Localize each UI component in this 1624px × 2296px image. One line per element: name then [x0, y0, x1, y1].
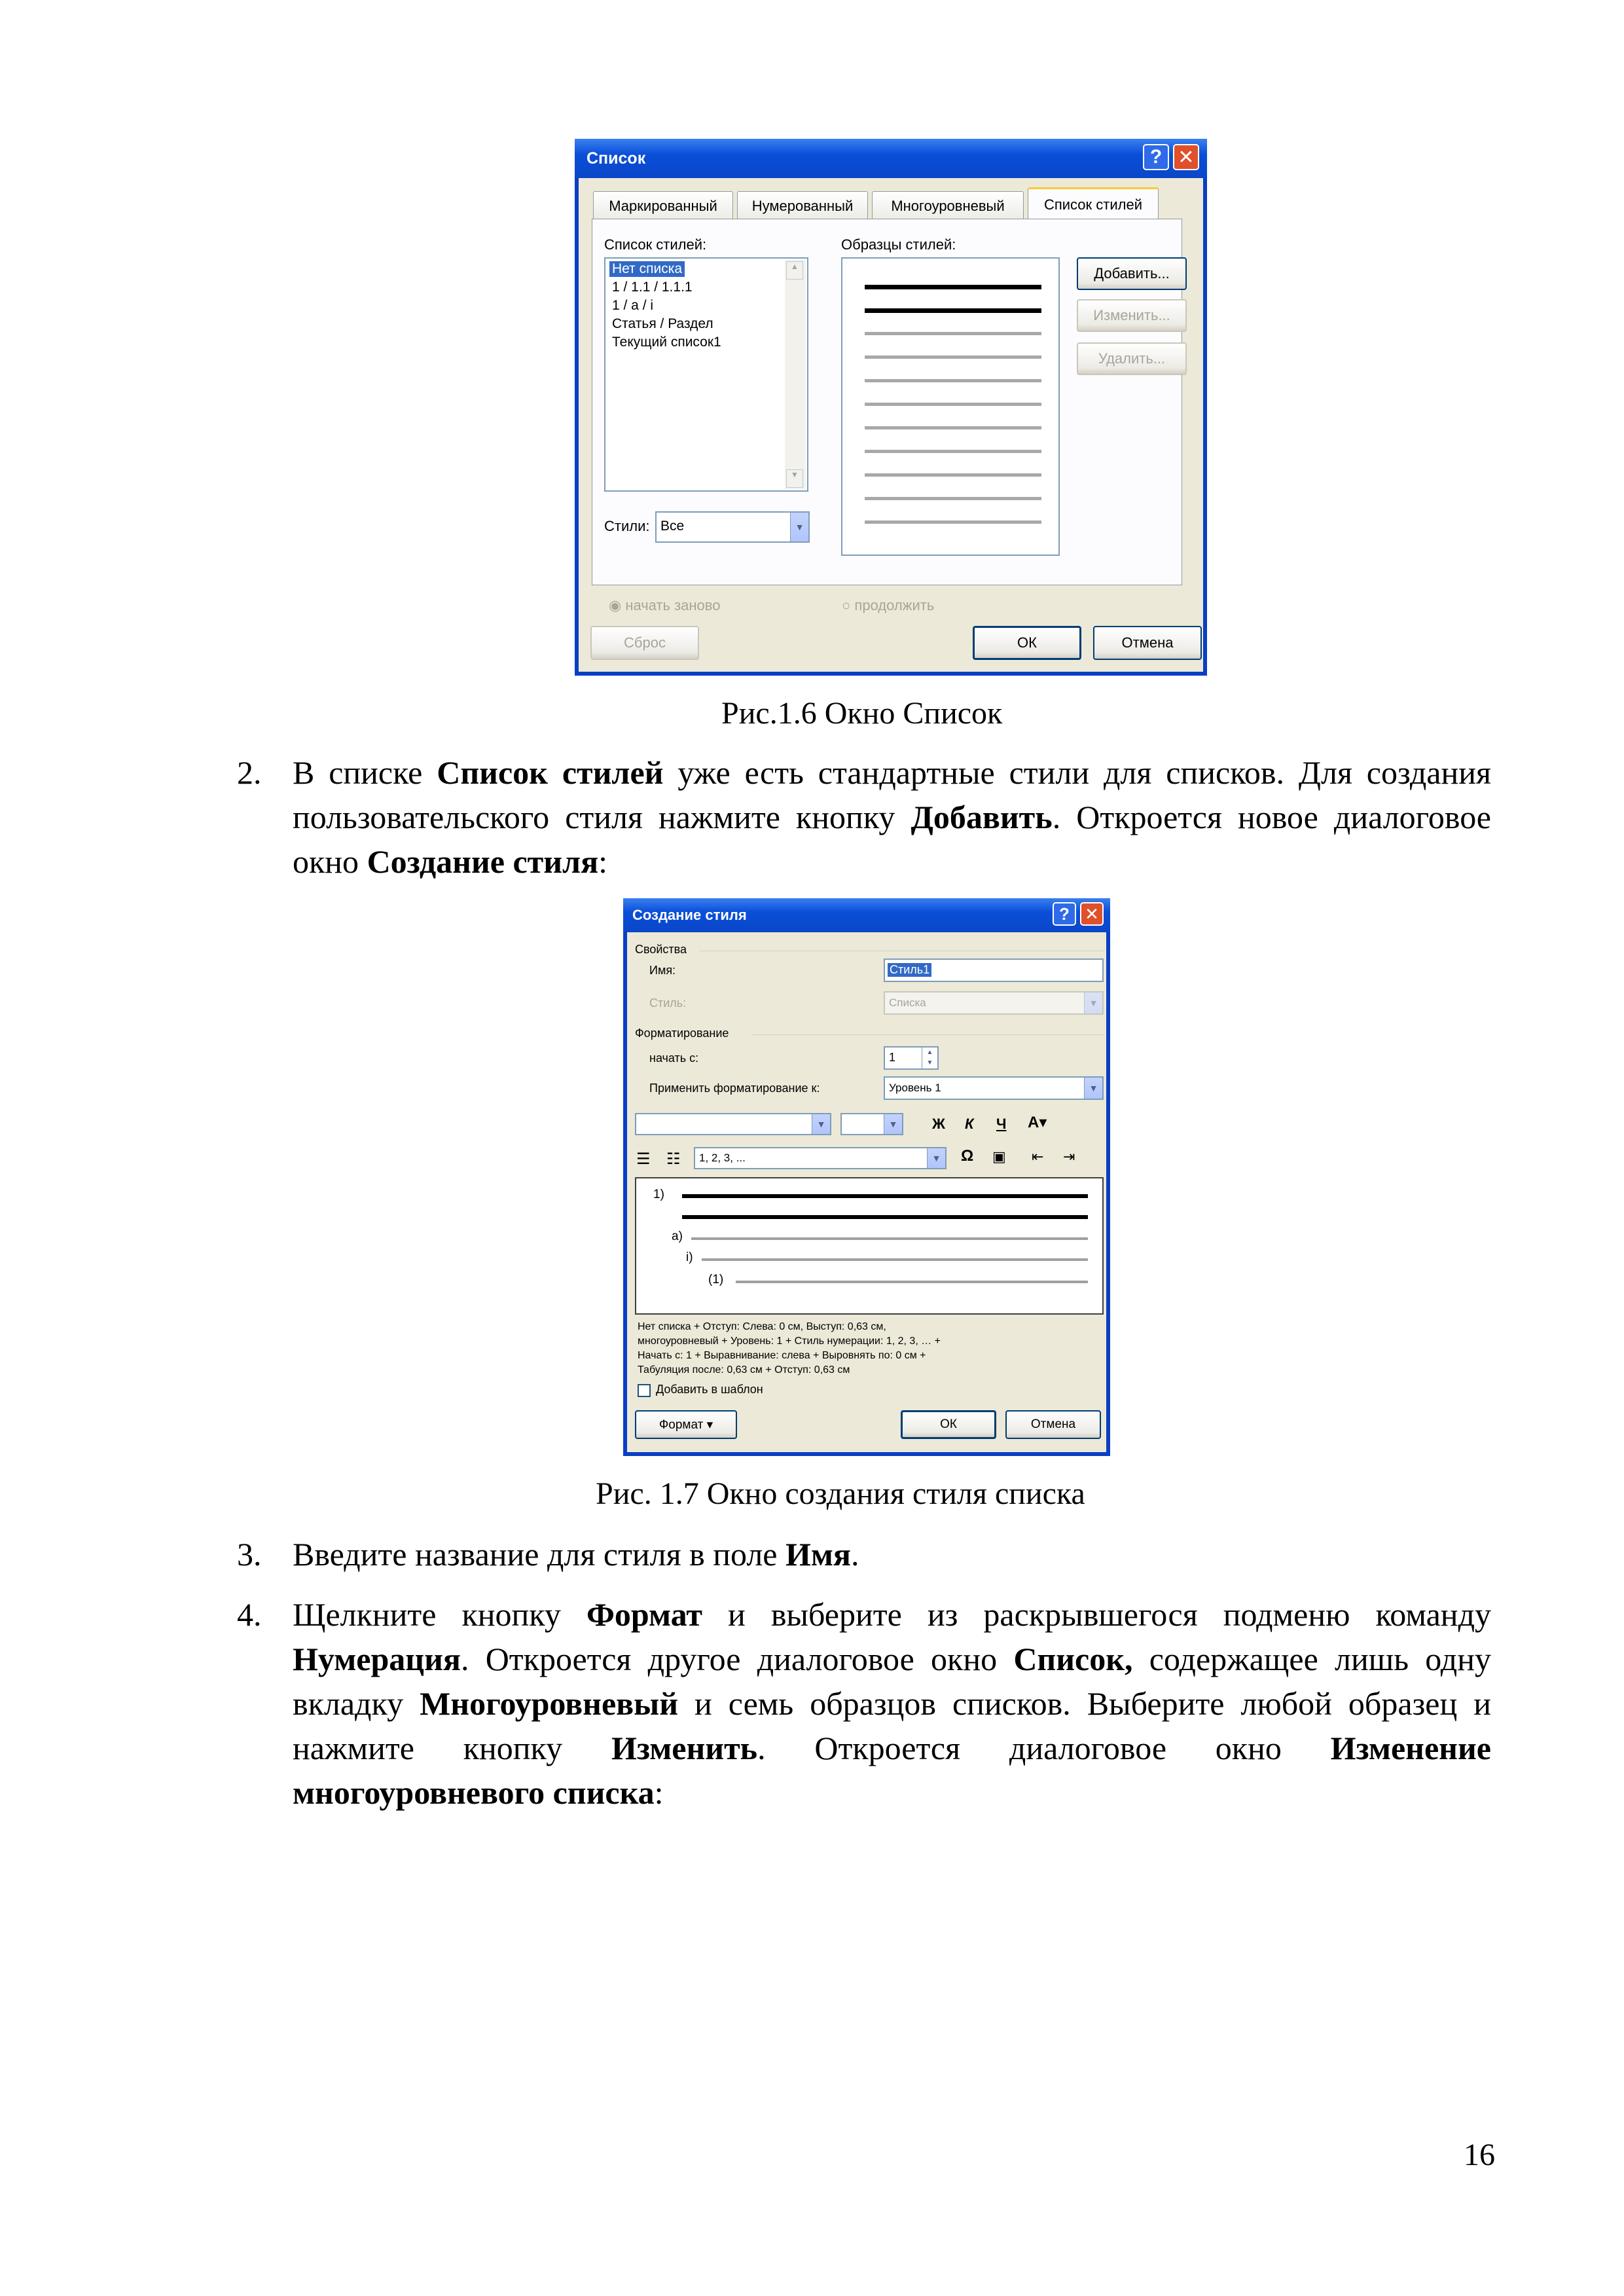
list-dialog-titlebar — [575, 139, 1207, 178]
bold-text: Создание стиля — [367, 843, 599, 880]
name-label: Имя: — [649, 964, 676, 977]
preview-line — [865, 308, 1041, 313]
symbol-icon[interactable]: Ω — [961, 1147, 974, 1165]
italic-button[interactable]: К — [965, 1116, 974, 1132]
preview-label: a) — [672, 1230, 683, 1243]
list-dialog-title: Список — [586, 149, 646, 168]
item-text — [293, 1532, 1491, 1576]
preview-line — [865, 426, 1041, 429]
close-icon[interactable]: ✕ — [1080, 902, 1104, 926]
ok-button[interactable]: ОК — [901, 1410, 996, 1439]
preview-line — [865, 450, 1041, 453]
decrease-indent-icon[interactable]: ⇤ — [1032, 1148, 1044, 1165]
list-styles-listbox[interactable] — [604, 257, 808, 492]
styles-dropdown[interactable] — [655, 511, 810, 543]
create-style-title: Создание стиля — [632, 907, 747, 923]
spinner-arrows-icon[interactable]: ▲ ▼ — [922, 1048, 937, 1068]
delete-button[interactable]: Удалить... — [1077, 342, 1187, 375]
restart-radio[interactable]: ◉ начать заново — [609, 597, 721, 613]
styles-dropdown-value: Все — [660, 519, 685, 534]
preview-line — [702, 1258, 1088, 1261]
item-text — [293, 1592, 1491, 1815]
style-description-line: Табуляция после: 0,63 см + Отступ: 0,63 см — [638, 1364, 850, 1376]
add-button[interactable]: Добавить... — [1077, 257, 1187, 290]
bold-text: Формат — [586, 1596, 702, 1633]
numbering-style-dropdown[interactable] — [694, 1147, 947, 1169]
properties-group-label: Свойства — [635, 943, 687, 956]
preview-label: 1) — [653, 1188, 664, 1201]
cancel-button[interactable]: Отмена — [1093, 626, 1202, 660]
item-text — [293, 750, 1491, 884]
preview-line — [865, 520, 1041, 524]
list-item[interactable]: 1 / 1.1 / 1.1.1 — [612, 280, 693, 295]
text: и семь образцов списков. Выберите любой образец и нажмите кнопку — [293, 1685, 1491, 1766]
figure-caption-2: Рис. 1.7 Окно создания стиля списка — [596, 1476, 1085, 1511]
chevron-down-icon[interactable]: ▼ — [1084, 993, 1102, 1013]
text: содержащее лишь одну вкладку — [293, 1641, 1491, 1722]
preview-line — [865, 473, 1041, 477]
preview-line — [682, 1215, 1088, 1219]
help-icon[interactable]: ? — [1143, 144, 1169, 170]
increase-indent-icon[interactable]: ⇥ — [1063, 1148, 1075, 1165]
item-number: 3. — [237, 1536, 262, 1573]
bold-text: Многоуровневый — [420, 1685, 679, 1722]
reset-button[interactable]: Сброс — [590, 626, 699, 660]
chevron-down-icon[interactable]: ▼ — [927, 1148, 945, 1168]
apply-to-value: Уровень 1 — [889, 1082, 941, 1094]
add-to-template-checkbox[interactable] — [638, 1384, 651, 1397]
text: : — [598, 843, 608, 880]
figure-caption-1: Рис.1.6 Окно Список — [721, 696, 1003, 731]
preview-line — [865, 379, 1041, 382]
bold-text: Изменение многоуровневого списка — [293, 1730, 1491, 1811]
create-style-dialog — [623, 898, 1110, 1456]
start-at-value: 1 — [889, 1051, 896, 1064]
start-at-label: начать с: — [649, 1051, 699, 1065]
chevron-down-icon[interactable]: ▼ — [884, 1114, 902, 1134]
bold-text: Список, — [1013, 1641, 1133, 1677]
list-item[interactable]: 1 / a / i — [612, 298, 654, 313]
tab-list-styles[interactable]: Список стилей — [1028, 187, 1159, 220]
style-dropdown[interactable] — [884, 991, 1104, 1015]
item-number: 4. — [237, 1596, 262, 1633]
bold-text: Имя — [785, 1536, 851, 1573]
list-styles-label: Список стилей: — [604, 236, 707, 253]
list-styles-pane — [592, 219, 1182, 585]
numbering-icon[interactable]: ☰ — [636, 1150, 651, 1168]
preview-label: i) — [686, 1250, 693, 1264]
scroll-up-icon[interactable]: ▲ — [786, 261, 803, 280]
text: В списке — [293, 754, 437, 791]
start-at-spinner[interactable] — [884, 1046, 939, 1070]
bold-text: Нумерация — [293, 1641, 461, 1677]
restart-label: начать заново — [625, 597, 721, 613]
format-button[interactable]: Формат ▾ — [635, 1410, 737, 1439]
text: . — [850, 1536, 859, 1573]
bold-text: Изменить — [611, 1730, 758, 1766]
cancel-button[interactable]: Отмена — [1005, 1410, 1101, 1439]
list-item-4 — [237, 1592, 1491, 1815]
list-item[interactable]: Текущий список1 — [612, 335, 721, 350]
picture-icon[interactable]: ▣ — [992, 1148, 1006, 1165]
text: . Откроется диалоговое окно — [757, 1730, 1331, 1766]
bold-text: Список стилей — [437, 754, 664, 791]
tab-multilevel[interactable]: Многоуровневый — [872, 191, 1024, 220]
preview-line — [691, 1237, 1088, 1240]
preview-line — [865, 285, 1041, 289]
preview-line — [736, 1281, 1088, 1283]
formatting-group-label: Форматирование — [635, 1027, 729, 1040]
bold-text: Добавить — [911, 799, 1053, 835]
name-input[interactable] — [884, 958, 1104, 982]
style-description-line: многоуровневый + Уровень: 1 + Стиль нумерации: 1, 2, 3, … + — [638, 1336, 941, 1347]
text: уже есть стандартные стили для списков. Для создания пользовательского стиля нажмите кнопку — [293, 754, 1491, 835]
page-number: 16 — [1464, 2138, 1495, 2172]
scroll-down-icon[interactable]: ▼ — [786, 469, 803, 488]
bold-button[interactable]: Ж — [932, 1116, 945, 1132]
text: . Откроется другое диалоговое окно — [460, 1641, 1014, 1677]
tab-bulleted[interactable]: Маркированный — [593, 191, 733, 220]
chevron-down-icon[interactable]: ▼ — [790, 513, 808, 541]
edit-button[interactable]: Изменить... — [1077, 299, 1187, 332]
text: и выберите из раскрывшегося подменю команду — [702, 1596, 1492, 1633]
chevron-down-icon[interactable]: ▼ — [1084, 1078, 1102, 1099]
continue-label: продолжить — [854, 597, 935, 613]
item-number: 2. — [237, 754, 262, 791]
font-name-dropdown[interactable] — [635, 1113, 831, 1135]
preview-label: (1) — [708, 1273, 724, 1286]
preview-line — [865, 355, 1041, 359]
style-description-line: Нет списка + Отступ: Слева: 0 см, Выступ: 0,63 см, — [638, 1321, 886, 1332]
bullets-icon[interactable]: ☷ — [666, 1150, 681, 1168]
close-icon[interactable]: ✕ — [1173, 144, 1199, 170]
style-preview-box — [841, 257, 1060, 556]
preview-line — [865, 497, 1041, 500]
styles-label: Стили: — [604, 518, 650, 534]
chevron-down-icon[interactable]: ▼ — [812, 1114, 830, 1134]
apply-to-label: Применить форматирование к: — [649, 1082, 820, 1095]
apply-to-dropdown[interactable] — [884, 1076, 1104, 1100]
list-preview-box — [635, 1177, 1104, 1315]
list-dialog — [575, 139, 1207, 676]
font-color-icon[interactable]: A▾ — [1028, 1114, 1047, 1131]
group-divider — [751, 1034, 1105, 1035]
help-icon[interactable]: ? — [1053, 902, 1076, 926]
list-item-3 — [237, 1532, 1491, 1576]
preview-line — [682, 1194, 1088, 1198]
list-item[interactable]: Нет списка — [609, 261, 685, 277]
list-item[interactable]: Статья / Раздел — [612, 316, 713, 331]
ok-button[interactable]: ОК — [973, 626, 1081, 660]
text: . Откроется новое диалоговое окно — [293, 799, 1491, 880]
font-size-dropdown[interactable] — [840, 1113, 903, 1135]
style-label: Стиль: — [649, 996, 687, 1010]
preview-line — [865, 332, 1041, 335]
name-input-value: Стиль1 — [888, 963, 931, 977]
list-item-2 — [237, 750, 1491, 884]
preview-line — [865, 403, 1041, 406]
listbox-scrollbar[interactable] — [785, 260, 806, 489]
style-description-line: Начать с: 1 + Выравнивание: слева + Выровнять по: 0 см + — [638, 1350, 926, 1361]
style-dropdown-value: Списка — [889, 996, 926, 1009]
text: Щелкните кнопку — [293, 1596, 586, 1633]
text: : — [654, 1774, 664, 1811]
create-style-titlebar — [623, 898, 1110, 932]
style-samples-label: Образцы стилей: — [841, 236, 956, 253]
tab-numbered[interactable]: Нумерованный — [737, 191, 868, 220]
text: Введите название для стиля в поле — [293, 1536, 785, 1573]
continue-radio[interactable]: ○ продолжить — [842, 597, 935, 613]
underline-button[interactable]: Ч — [996, 1116, 1007, 1132]
numbering-style-value: 1, 2, 3, ... — [699, 1152, 746, 1164]
add-to-template-label: Добавить в шаблон — [656, 1383, 763, 1396]
